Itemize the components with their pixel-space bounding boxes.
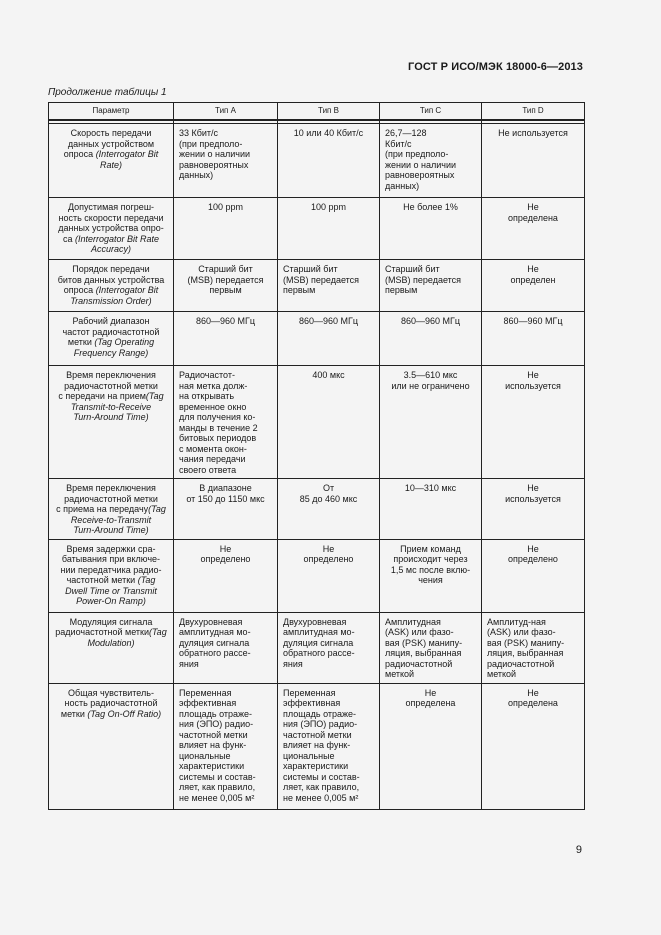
type-d-line: Не: [527, 687, 539, 698]
param-line: данных устройства опро-: [58, 223, 164, 233]
type-d-cell: [482, 124, 585, 198]
col-header-type-d: Тип D: [482, 103, 585, 121]
param-line: битов данных устройства: [57, 274, 165, 285]
type-c-cell: [380, 260, 482, 312]
type-b-line: яния: [283, 658, 303, 669]
type-a-line: Переменная: [179, 687, 232, 698]
type-d-line: Не: [527, 483, 539, 493]
type-d-line: определено: [508, 554, 558, 564]
type-c-line: вая (PSK) манипу-: [385, 637, 463, 648]
param-en-line: Rate): [99, 159, 122, 170]
table-caption: Продолжение таблицы 1: [48, 87, 167, 98]
type-c-line: радиочастотной: [385, 658, 453, 669]
type-d-line: определена: [508, 698, 558, 708]
col-header-type-a: Тип А: [174, 103, 278, 121]
type-a-line: 860—960 МГц: [195, 316, 256, 326]
param-en-line: Accuracy): [90, 244, 131, 254]
type-b-line: 85 до 460 мкс: [299, 493, 358, 504]
type-b-line: обратного рассе-: [283, 648, 355, 658]
type-a-cell: [174, 479, 278, 540]
param-line: Допустимая погреш-: [67, 202, 155, 212]
type-b-cell: [278, 539, 380, 612]
type-d-line: (ASK) или фазо-: [487, 627, 556, 637]
col-header-type-c: Тип С: [380, 103, 482, 121]
type-c-cell: [380, 479, 482, 540]
type-a-line: 100 ppm: [207, 202, 244, 212]
type-a-cell: [174, 683, 278, 809]
type-b-line: (MSB) передается: [283, 274, 360, 285]
type-a-cell: [174, 198, 278, 260]
param-cell: [49, 198, 174, 260]
type-c-line: 3.5—610 мкс: [403, 370, 458, 380]
table-row: [49, 198, 585, 260]
type-b-line: 100 ppm: [310, 202, 347, 212]
param-line: частот радиочастотной: [62, 326, 160, 337]
type-c-line: 10—310 мкс: [404, 483, 457, 493]
type-d-line: радиочастотной: [487, 658, 555, 669]
table-row: [49, 683, 585, 809]
param-cell: [49, 683, 174, 809]
type-b-line: характеристики: [283, 761, 349, 771]
type-c-cell: [380, 366, 482, 479]
param-en-line: Transmission Order): [70, 295, 152, 306]
type-a-line: данных): [179, 170, 214, 180]
type-a-line: 33 Кбит/с: [179, 128, 219, 138]
type-d-line: Не: [527, 202, 539, 212]
table-row: [49, 539, 585, 612]
param-en-line: (Interrogator Bit: [95, 285, 159, 295]
type-c-line: происходит через: [393, 554, 468, 564]
param-line: са: [62, 233, 75, 244]
param-line: батывания при включе-: [61, 554, 161, 564]
type-d-cell: [482, 198, 585, 260]
type-c-line: (MSB) передается: [385, 274, 462, 285]
param-en-line: (Tag Modulation): [87, 627, 167, 648]
param-line: частотной метки: [66, 575, 138, 585]
param-line: радиочастотной метки: [64, 380, 158, 391]
type-d-line: определена: [508, 212, 558, 223]
type-d-cell: [482, 312, 585, 366]
type-d-cell: [482, 366, 585, 479]
param-en-line: (Tag On-Off Ratio): [87, 708, 162, 719]
type-c-line: Не более 1%: [403, 202, 458, 212]
param-cell: [49, 539, 174, 612]
type-b-line: дуляция сигнала: [283, 637, 354, 648]
type-a-line: (при предполо-: [179, 138, 243, 149]
type-d-line: Не используется: [498, 128, 568, 138]
type-b-line: влияет на функ-: [283, 740, 351, 750]
type-b-line: Двухуровневая: [283, 616, 347, 627]
type-c-line: Прием команд: [400, 543, 461, 554]
param-line: Время задержки сра-: [66, 543, 156, 554]
type-a-line: чания передачи: [179, 454, 246, 464]
type-b-cell: [278, 612, 380, 683]
type-c-line: определена: [405, 698, 456, 708]
type-c-cell: [380, 312, 482, 366]
table-row: [49, 124, 585, 198]
param-en-line: (Interrogator Bit Rate: [74, 233, 160, 244]
param-line: с передачи на прием: [58, 391, 146, 401]
param-cell: [49, 612, 174, 683]
param-cell: [49, 124, 174, 198]
type-a-line: Радиочастот-: [179, 370, 235, 380]
table-row: [49, 366, 585, 479]
type-a-cell: [174, 539, 278, 612]
type-a-line: от 150 до 1150 мкс: [186, 493, 265, 504]
type-a-line: дуляция сигнала: [179, 637, 250, 648]
param-cell: [49, 260, 174, 312]
type-b-cell: [278, 683, 380, 809]
type-a-cell: [174, 366, 278, 479]
type-d-line: Не: [527, 370, 539, 380]
table-header-row: [49, 103, 585, 121]
param-cell: [49, 366, 174, 479]
param-en-line: (Interrogator Bit: [95, 149, 159, 159]
param-line: нии передатчика радио-: [60, 564, 162, 575]
type-b-line: не менее 0,005 м²: [283, 792, 359, 803]
type-c-line: меткой: [385, 669, 415, 679]
param-cell: [49, 312, 174, 366]
type-b-line: системы и состав-: [283, 771, 360, 782]
param-line: с приема на передачу: [56, 504, 149, 514]
type-a-line: на открывать: [179, 391, 235, 401]
param-line: опроса: [63, 285, 96, 295]
param-en-line: Turn-Around Time): [73, 412, 149, 422]
type-d-line: меткой: [487, 669, 517, 679]
param-en-line: Frequency Range): [73, 347, 149, 358]
type-b-line: От: [322, 483, 335, 493]
param-line: метки: [67, 337, 95, 347]
type-b-cell: [278, 312, 380, 366]
param-line: Время переключения: [66, 483, 156, 493]
type-b-line: Не: [322, 543, 335, 554]
type-d-cell: [482, 479, 585, 540]
type-a-line: (MSB) передается: [187, 274, 264, 285]
type-c-line: 26,7—128: [385, 128, 427, 138]
type-a-line: временное окно: [179, 401, 247, 412]
type-a-line: определено: [200, 554, 251, 564]
type-a-line: эффективная: [179, 698, 237, 708]
param-line: метки: [60, 708, 88, 719]
col-header-type-b: Тип В: [278, 103, 380, 121]
type-b-cell: [278, 479, 380, 540]
table-row: [49, 612, 585, 683]
type-a-line: равновероятных: [179, 159, 249, 170]
type-c-line: 1,5 мс после вклю-: [390, 564, 471, 575]
type-c-line: первым: [385, 285, 418, 295]
type-c-cell: [380, 198, 482, 260]
type-b-line: 10 или 40 Кбит/с: [293, 128, 364, 138]
type-c-line: ляция, выбранная: [385, 648, 462, 658]
type-a-line: манды в течение 2: [179, 422, 258, 433]
type-b-line: эффективная: [283, 698, 341, 708]
type-c-line: данных): [385, 180, 420, 191]
type-d-line: вая (PSK) манипу-: [487, 637, 565, 648]
type-a-line: частотной метки: [179, 729, 248, 740]
type-c-line: равновероятных: [385, 170, 455, 180]
type-a-line: площадь отраже-: [179, 708, 253, 719]
param-en-line: (Tag Transmit-to-Receive: [70, 391, 164, 412]
type-a-line: ная метка долж-: [179, 380, 248, 391]
type-d-cell: [482, 539, 585, 612]
spec-table: [48, 102, 585, 810]
param-line: Модуляция сигнала: [69, 616, 153, 627]
type-d-line: Не: [527, 264, 539, 274]
type-a-line: для получения ко-: [179, 412, 256, 422]
type-c-cell: [380, 612, 482, 683]
type-b-line: площадь отраже-: [283, 708, 357, 719]
type-a-line: Старший бит: [198, 264, 253, 274]
param-en-line: (Tag Receive-to-Transmit: [70, 504, 166, 525]
page-number: 9: [575, 844, 582, 856]
param-line: ность радиочастотной: [64, 698, 158, 708]
type-a-line: ния (ЭПО) радио-: [179, 719, 254, 729]
type-b-cell: [278, 366, 380, 479]
table-row: [49, 479, 585, 540]
param-en-line: Turn-Around Time): [73, 525, 149, 535]
param-line: ность скорости передачи: [58, 212, 164, 223]
type-c-cell: [380, 683, 482, 809]
type-b-line: амплитудная мо-: [283, 627, 355, 637]
type-a-line: своего ответа: [179, 464, 237, 475]
type-b-line: 400 мкс: [312, 370, 345, 380]
type-a-line: В диапазоне: [199, 483, 252, 493]
type-b-line: частотной метки: [283, 729, 352, 740]
type-b-cell: [278, 260, 380, 312]
type-c-line: чения: [418, 575, 443, 585]
type-d-cell: [482, 260, 585, 312]
param-en-line: Power-On Ramp): [76, 596, 146, 606]
param-en-line: Dwell Time or Transmit: [65, 585, 157, 596]
type-a-line: влияет на функ-: [179, 740, 247, 750]
param-line: опроса: [63, 149, 96, 159]
type-d-cell: [482, 683, 585, 809]
type-a-line: яния: [179, 658, 199, 669]
type-c-line: Не: [424, 687, 437, 698]
type-a-line: Не: [219, 543, 232, 554]
type-d-line: 860—960 МГц: [503, 316, 563, 326]
type-c-cell: [380, 539, 482, 612]
param-line: радиочастотной метки: [64, 493, 158, 504]
type-a-line: Двухуровневая: [179, 616, 243, 627]
type-a-line: системы и состав-: [179, 771, 256, 782]
type-a-line: битовых периодов: [179, 433, 257, 443]
type-b-cell: [278, 124, 380, 198]
param-line: Рабочий диапазон: [72, 316, 150, 326]
type-c-cell: [380, 124, 482, 198]
param-line: данных устройством: [67, 138, 155, 149]
type-b-line: ляет, как правило,: [283, 782, 360, 792]
type-d-line: используется: [505, 493, 561, 504]
type-a-line: циональные: [179, 750, 231, 761]
type-c-line: Кбит/с: [385, 138, 412, 149]
table-row: [49, 260, 585, 312]
type-c-line: или не ограничено: [391, 380, 470, 391]
type-c-line: жении о наличии: [385, 159, 457, 170]
type-b-line: Старший бит: [283, 264, 338, 274]
param-en-line: (Tag: [137, 575, 156, 585]
type-a-line: характеристики: [179, 761, 245, 771]
type-d-line: Амплитуд-ная: [487, 616, 546, 627]
type-c-line: (ASK) или фазо-: [385, 627, 454, 637]
type-a-line: не менее 0,005 м²: [179, 792, 255, 803]
table-row: [49, 312, 585, 366]
type-a-cell: [174, 312, 278, 366]
type-d-line: используется: [505, 380, 561, 391]
type-c-line: (при предполо-: [385, 149, 449, 159]
type-a-line: с момента окон-: [179, 443, 247, 454]
type-b-line: первым: [283, 285, 316, 295]
type-c-line: Старший бит: [385, 264, 440, 274]
type-a-cell: [174, 612, 278, 683]
type-a-line: обратного рассе-: [179, 648, 251, 658]
type-b-line: 860—960 МГц: [298, 316, 359, 326]
document-header: ГОСТ Р ИСО/МЭК 18000-6—2013: [408, 61, 583, 73]
param-line: Общая чувствитель-: [68, 687, 154, 698]
param-cell: [49, 479, 174, 540]
param-line: Время переключения: [66, 370, 156, 380]
param-line: Скорость передачи: [70, 128, 152, 138]
type-c-line: Амплитудная: [385, 616, 441, 627]
type-d-line: определен: [510, 274, 556, 285]
param-line: радиочастотной метки: [55, 627, 150, 637]
type-a-line: амплитудная мо-: [179, 627, 251, 637]
param-line: Порядок передачи: [72, 264, 150, 274]
col-header-param: Параметр: [49, 103, 174, 121]
type-d-line: Не: [527, 543, 539, 554]
type-b-cell: [278, 198, 380, 260]
type-b-line: Переменная: [283, 687, 336, 698]
type-a-cell: [174, 260, 278, 312]
type-b-line: определено: [303, 554, 354, 564]
type-b-line: циональные: [283, 750, 335, 761]
type-c-line: 860—960 МГц: [400, 316, 461, 326]
type-d-cell: [482, 612, 585, 683]
type-b-line: ния (ЭПО) радио-: [283, 719, 358, 729]
type-a-line: жении о наличии: [179, 149, 251, 159]
type-a-line: первым: [209, 285, 242, 295]
type-a-cell: [174, 124, 278, 198]
param-en-line: (Tag Operating: [94, 337, 155, 347]
type-a-line: ляет, как правило,: [179, 782, 256, 792]
type-d-line: ляция, выбранная: [487, 648, 564, 658]
